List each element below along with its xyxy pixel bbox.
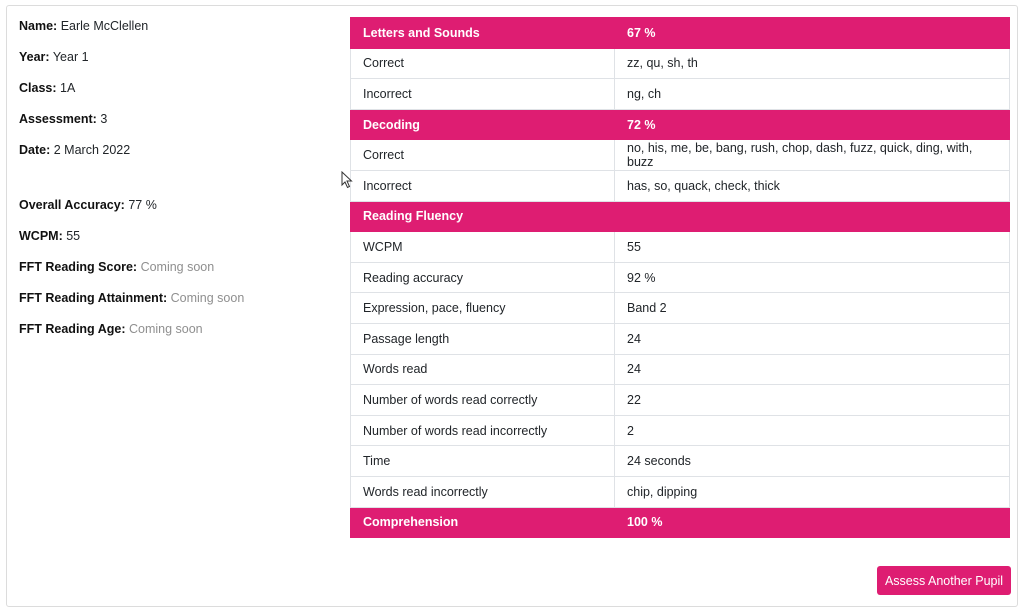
pupil-class-value: 1A: [60, 81, 76, 95]
table-row: [351, 354, 1010, 385]
table-row: [351, 415, 1010, 446]
table-row: [351, 385, 1010, 416]
overall-accuracy-value: 77 %: [128, 198, 157, 212]
fft-reading-attainment: [19, 291, 244, 305]
pupil-assessment: [19, 112, 107, 126]
row-label: Incorrect: [351, 79, 615, 110]
mouse-pointer-icon: [341, 171, 353, 189]
table-row: [351, 79, 1010, 110]
row-value: 22: [615, 385, 1010, 416]
wcpm-summary-label: WCPM:: [19, 229, 63, 243]
fft-reading-score: [19, 260, 214, 274]
row-label: Passage length: [351, 323, 615, 354]
pupil-name: [19, 19, 148, 33]
pupil-date-value: 2 March 2022: [53, 143, 131, 157]
row-value: 2: [615, 415, 1010, 446]
section-title: Letters and Sounds: [351, 18, 615, 49]
overall-accuracy: [19, 198, 157, 212]
table-row: [351, 48, 1010, 79]
row-value: zz, qu, sh, th: [615, 48, 1010, 79]
row-label: Correct: [351, 48, 615, 79]
row-label: Number of words read correctly: [351, 385, 615, 416]
fft-reading-score-value: Coming soon: [140, 260, 215, 274]
pupil-name-value: Earle McClellen: [60, 19, 149, 33]
fft-reading-age-label: FFT Reading Age:: [19, 322, 126, 336]
row-label: Number of words read incorrectly: [351, 415, 615, 446]
row-label: Reading accuracy: [351, 262, 615, 293]
section-header-comprehension: [351, 507, 1010, 538]
pupil-name-label: Name:: [19, 19, 58, 33]
pupil-year-value: Year 1: [52, 50, 89, 64]
table-row: [351, 446, 1010, 477]
assess-another-pupil-button[interactable]: Assess Another Pupil: [877, 566, 1011, 595]
table-row: [351, 262, 1010, 293]
row-label: WCPM: [351, 232, 615, 263]
row-value: 24 seconds: [615, 446, 1010, 477]
row-label: Time: [351, 446, 615, 477]
row-value: has, so, quack, check, thick: [615, 170, 1010, 201]
table-row: [351, 140, 1010, 171]
pupil-year-label: Year:: [19, 50, 50, 64]
fft-reading-score-label: FFT Reading Score:: [19, 260, 138, 274]
pupil-class: [19, 81, 75, 95]
row-value: chip, dipping: [615, 476, 1010, 507]
row-label: Expression, pace, fluency: [351, 293, 615, 324]
section-header-reading-fluency: [351, 201, 1010, 232]
fft-reading-age: [19, 322, 203, 336]
table-row: [351, 323, 1010, 354]
row-label: Words read: [351, 354, 615, 385]
section-title: Decoding: [351, 109, 615, 140]
row-label: Words read incorrectly: [351, 476, 615, 507]
row-value: 24: [615, 354, 1010, 385]
section-title: Comprehension: [351, 507, 615, 538]
fft-reading-attainment-label: FFT Reading Attainment:: [19, 291, 168, 305]
assessment-results-table: [350, 17, 1010, 538]
pupil-assessment-label: Assessment:: [19, 112, 97, 126]
row-value: 92 %: [615, 262, 1010, 293]
row-value: 24: [615, 323, 1010, 354]
pupil-class-label: Class:: [19, 81, 57, 95]
section-title: Reading Fluency: [351, 201, 615, 232]
pupil-date-label: Date:: [19, 143, 51, 157]
pupil-assessment-value: 3: [100, 112, 108, 126]
fft-reading-attainment-value: Coming soon: [170, 291, 245, 305]
overall-accuracy-label: Overall Accuracy:: [19, 198, 125, 212]
table-row: [351, 293, 1010, 324]
row-value: Band 2: [615, 293, 1010, 324]
section-score: [615, 201, 1010, 232]
section-score: 67 %: [615, 18, 1010, 49]
section-header-letters-sounds: [351, 18, 1010, 49]
table-row: [351, 232, 1010, 263]
section-score: 72 %: [615, 109, 1010, 140]
fft-reading-age-value: Coming soon: [128, 322, 203, 336]
section-header-decoding: [351, 109, 1010, 140]
wcpm-summary: [19, 229, 80, 243]
row-value: ng, ch: [615, 79, 1010, 110]
table-row: [351, 170, 1010, 201]
pupil-year: [19, 50, 89, 64]
row-value: 55: [615, 232, 1010, 263]
table-row: [351, 476, 1010, 507]
wcpm-summary-value: 55: [66, 229, 81, 243]
section-score: 100 %: [615, 507, 1010, 538]
row-label: Correct: [351, 140, 615, 171]
row-value: no, his, me, be, bang, rush, chop, dash, fuzz, quick, ding, with, buzz: [615, 140, 1010, 171]
pupil-date: [19, 143, 130, 157]
row-label: Incorrect: [351, 170, 615, 201]
